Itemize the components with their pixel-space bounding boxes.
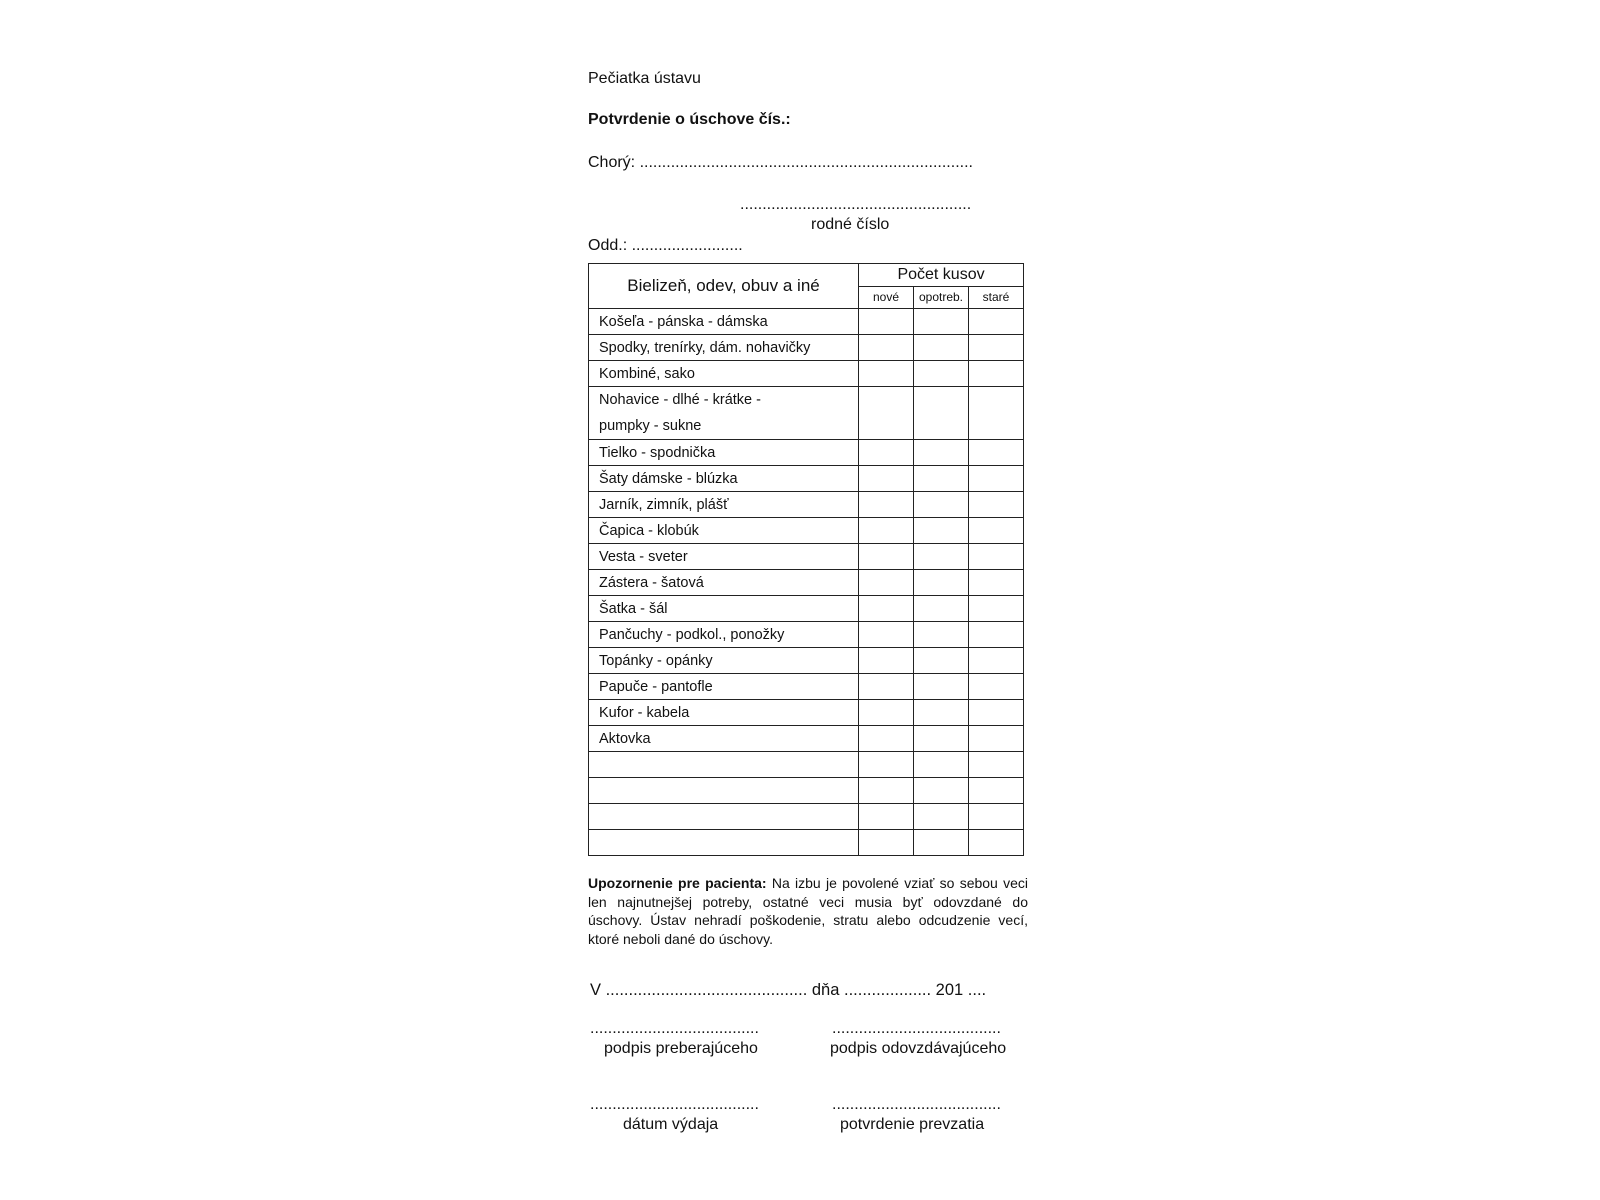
empty-table-row (589, 804, 1024, 830)
empty-item-cell[interactable] (589, 778, 859, 804)
issue-date-line[interactable]: ...................................... (590, 1096, 759, 1113)
count-cell[interactable] (859, 804, 914, 830)
item-label: Šatka - šál (589, 596, 859, 622)
count-cell[interactable] (914, 778, 969, 804)
birth-number-label: rodné číslo (811, 216, 890, 233)
count-cell[interactable] (969, 648, 1024, 674)
item-label: Zástera - šatová (589, 570, 859, 596)
count-cell[interactable] (859, 700, 914, 726)
count-cell[interactable] (969, 570, 1024, 596)
table-row (589, 440, 1024, 466)
notice-title: Upozornenie pre pacienta: (588, 875, 767, 891)
count-cell[interactable] (969, 726, 1024, 752)
count-cell[interactable] (914, 361, 969, 387)
empty-item-cell[interactable] (589, 752, 859, 778)
new-column-header: nové (859, 286, 914, 309)
count-cell[interactable] (859, 752, 914, 778)
item-label: Papuče - pantofle (589, 674, 859, 700)
count-cell[interactable] (969, 830, 1024, 856)
count-cell[interactable] (859, 596, 914, 622)
count-cell[interactable] (914, 518, 969, 544)
table-row (589, 335, 1024, 361)
place-date-line[interactable]: V ............................................ dňa ................... 201 .... (590, 981, 987, 999)
count-cell[interactable] (914, 700, 969, 726)
count-cell[interactable] (969, 544, 1024, 570)
items-table (588, 263, 1024, 856)
patient-field[interactable]: Chorý: ........................................................................... (588, 154, 973, 171)
count-cell[interactable] (859, 544, 914, 570)
table-row (589, 361, 1024, 387)
count-cell[interactable] (969, 752, 1024, 778)
count-cell[interactable] (859, 830, 914, 856)
table-row (589, 492, 1024, 518)
table-row (589, 570, 1024, 596)
count-cell[interactable] (969, 440, 1024, 466)
count-cell[interactable] (859, 387, 914, 440)
item-label-line1: Nohavice - dlhé - krátke - (599, 392, 761, 408)
empty-item-cell[interactable] (589, 804, 859, 830)
count-cell[interactable] (914, 544, 969, 570)
count-cell[interactable] (859, 622, 914, 648)
table-row (589, 387, 1024, 440)
department-field[interactable]: Odd.: ......................... (588, 237, 743, 254)
count-cell[interactable] (859, 361, 914, 387)
count-cell[interactable] (969, 674, 1024, 700)
count-cell[interactable] (859, 492, 914, 518)
receiver-signature-line[interactable]: ...................................... (590, 1020, 759, 1037)
count-cell[interactable] (969, 466, 1024, 492)
count-cell[interactable] (969, 804, 1024, 830)
count-cell[interactable] (914, 335, 969, 361)
count-cell[interactable] (859, 778, 914, 804)
count-cell[interactable] (859, 440, 914, 466)
count-cell[interactable] (914, 387, 969, 440)
table-row (589, 466, 1024, 492)
issue-date-label: dátum výdaja (623, 1116, 719, 1133)
count-cell[interactable] (969, 309, 1024, 335)
count-cell[interactable] (914, 622, 969, 648)
empty-table-row (589, 830, 1024, 856)
table-row (589, 544, 1024, 570)
count-cell[interactable] (859, 335, 914, 361)
receipt-title: Potvrdenie o úschove čís.: (588, 111, 791, 128)
count-cell[interactable] (914, 648, 969, 674)
count-cell[interactable] (914, 492, 969, 518)
count-cell[interactable] (969, 596, 1024, 622)
count-cell[interactable] (969, 335, 1024, 361)
item-label: Kombiné, sako (589, 361, 859, 387)
count-cell[interactable] (914, 752, 969, 778)
count-cell[interactable] (969, 387, 1024, 440)
count-cell[interactable] (859, 726, 914, 752)
item-label: Vesta - sveter (589, 544, 859, 570)
empty-table-row (589, 752, 1024, 778)
item-label (589, 387, 859, 440)
count-cell[interactable] (914, 830, 969, 856)
table-row (589, 674, 1024, 700)
table-row (589, 700, 1024, 726)
table-row (589, 309, 1024, 335)
count-cell[interactable] (914, 570, 969, 596)
empty-table-row (589, 778, 1024, 804)
item-label: Šaty dámske - blúzka (589, 466, 859, 492)
count-cell[interactable] (969, 622, 1024, 648)
item-label: Košeľa - pánska - dámska (589, 309, 859, 335)
count-cell[interactable] (914, 596, 969, 622)
count-cell[interactable] (914, 309, 969, 335)
depositor-signature-label: podpis odovzdávajúceho (830, 1040, 1007, 1057)
count-cell[interactable] (914, 466, 969, 492)
count-cell[interactable] (859, 648, 914, 674)
count-cell[interactable] (969, 492, 1024, 518)
notice-text: Na izbu je povolené vziať so sebou veci len najnutnejšej potreby, ostatné veci musia byť odovzdané do úschovy. Ústav nehradí poškodenie, stratu alebo odcudzenie vecí, ktoré neboli dané do úschovy. (588, 875, 1028, 947)
count-cell[interactable] (969, 700, 1024, 726)
used-column-header: opotreb. (914, 286, 969, 309)
count-cell[interactable] (969, 361, 1024, 387)
item-label: Tielko - spodnička (589, 440, 859, 466)
count-cell[interactable] (859, 309, 914, 335)
item-label: Spodky, trenírky, dám. nohavičky (589, 335, 859, 361)
item-label: Kufor - kabela (589, 700, 859, 726)
receiver-signature-label: podpis preberajúceho (604, 1040, 758, 1057)
depositor-signature-line[interactable]: ...................................... (832, 1020, 1001, 1037)
stamp-label: Pečiatka ústavu (588, 70, 701, 87)
item-label: Aktovka (589, 726, 859, 752)
count-cell[interactable] (914, 674, 969, 700)
count-cell[interactable] (969, 778, 1024, 804)
item-label: Jarník, zimník, plášť (589, 492, 859, 518)
count-cell[interactable] (969, 518, 1024, 544)
empty-item-cell[interactable] (589, 830, 859, 856)
item-label: Topánky - opánky (589, 648, 859, 674)
table-row (589, 726, 1024, 752)
table-row (589, 648, 1024, 674)
old-column-header: staré (969, 286, 1024, 309)
table-row (589, 596, 1024, 622)
pickup-confirm-label: potvrdenie prevzatia (840, 1116, 985, 1133)
item-label: Pančuchy - podkol., ponožky (589, 622, 859, 648)
count-cell[interactable] (859, 674, 914, 700)
count-cell[interactable] (914, 440, 969, 466)
patient-notice (588, 874, 1028, 948)
count-cell[interactable] (859, 466, 914, 492)
count-cell[interactable] (859, 570, 914, 596)
count-cell[interactable] (859, 518, 914, 544)
item-label: Čapica - klobúk (589, 518, 859, 544)
table-row (589, 518, 1024, 544)
pickup-confirm-line[interactable]: ...................................... (832, 1096, 1001, 1113)
count-cell[interactable] (914, 726, 969, 752)
item-label-line2: pumpky - sukne (599, 418, 702, 434)
birth-number-field[interactable]: .................................................... (740, 196, 972, 213)
count-column-header: Počet kusov (859, 264, 1024, 287)
count-cell[interactable] (914, 804, 969, 830)
item-column-header: Bielizeň, odev, obuv a iné (589, 264, 859, 309)
table-row (589, 622, 1024, 648)
